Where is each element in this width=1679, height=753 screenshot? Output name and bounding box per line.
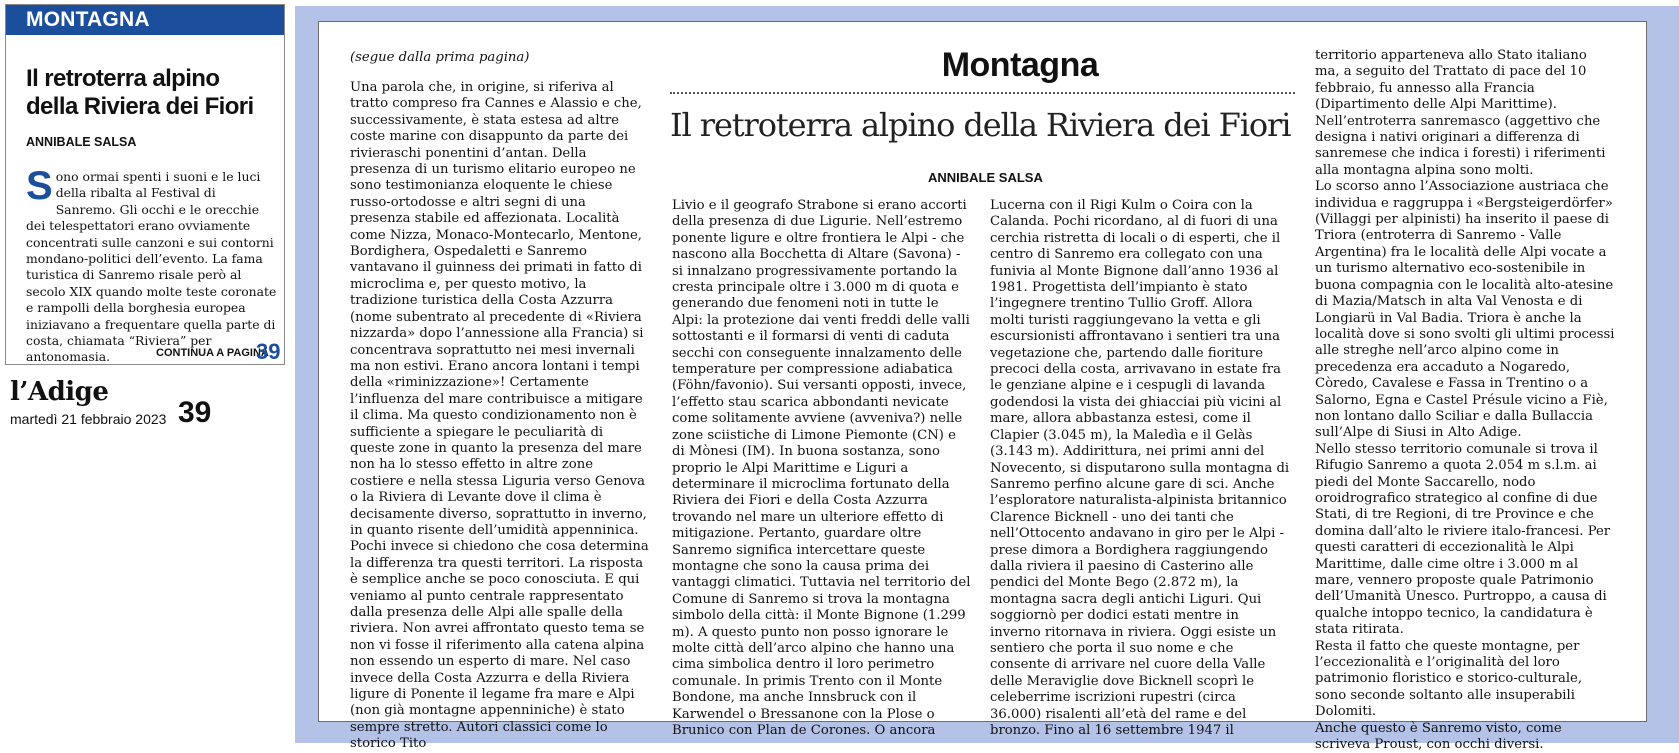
continue-page-number[interactable]: 39 (256, 339, 281, 364)
front-page-teaser (5, 4, 285, 365)
article-column-1: Una parola che, in origine, si riferiva al tratto compreso fra Cannes e Alassio e che, successivamente, è stata estesa ad altre coste marine con disappunto da parte dei rivieraschi ponentini d’antan. Della presenza di un turismo elitario europeo ne sono testimonianza eloquente le chiese russo-ortodosse e altri segni di una presenza stabile ed affezionata. Località come Nizza, Monaco-Montecarlo, Mentone, Bordighera, Ospedaletti e Sanremo vantavano il guinness dei primati in fatto di microclima e, per questo motivo, la tradizione turistica della Costa Azzurra (nome subentrato al precedente di «Riviera nizzarda» dopo l’annessione alla Francia) si concentrava soprattutto nei mesi invernali ma non estivi. Erano ancora lontani i tempi della «riminizzazione»! Certamente l’influenza del mare contribuisce a mitigare il clima. Ma questo condizionamento non è sufficiente a spiegare le peculiarità di queste zone in quanto la presenza del mare non ha lo stesso effetto in altre zone costiere e nella stessa Liguria verso Genova o la Riviera di Levante dove il clima è decisamente diverso, soprattutto in inverno, in quanto risente dell’umidità appenninica. Pochi invece si chiedono che cosa determina la differenza tra questi territori. La risposta è semplice anche se poco conosciuta. E qui veniamo al punto centrale rappresentato dalla presenza delle Alpi alle spalle della riviera. Non avrei affrontato questo tema se non vi fosse il riferimento alla catena alpina non essendo un esperto di mare. Nel caso invece della Costa Azzurra e della Riviera ligure di Ponente il legame fra mare e Alpi (non già montagne appenniniche) è stato sempre stretto. Autori classici come lo storico Tito (350, 80, 649, 752)
article-column-2: Livio e il geografo Strabone si erano accorti della presenza di due Ligurie. Nell’estremo ponente ligure e oltre frontiera le Alpi - che nascono alla Bocchetta di Altare (Savona) - si innalzano progressivamente portando la cresta principale oltre i 3.000 m di quota e generando due fenomeni noti in tutte le Alpi: la protezione dai venti freddi delle valli sottostanti e il formarsi di venti di caduta secchi con conseguente innalzamento delle temperature per compressione adiabatica (Föhn/favonio). Sui versanti opposti, invece, l’effetto stau scarica abbondanti nevicate come solitamente avviene (avveniva?) nelle zone sciistiche di Limone Piemonte (CN) e di Mònesi (IM). In buona sostanza, sono proprio le Alpi Marittime e Liguri a determinare il microclima fortunato della Riviera dei Fiori e della Costa Azzurra trovando nel mare un ulteriore effetto di mitigazione. Pertanto, guardare oltre Sanremo significa intercettare queste montagne che sono la causa prima dei vantaggi climatici. Tuttavia nel territorio del Comune di Sanremo si trova la montagna simbolo della città: il Monte Bignone (1.299 m). A questo punto non posso ignorare le molte città dell’arco alpino che hanno una cima simbolica dentro il loro perimetro comunale. In primis Trento con il Monte Bondone, ma anche Innsbruck con il Karwendel o Bressanone con la Plose o Brunico con Plan de Corones. O ancora (672, 198, 971, 738)
teaser-body (26, 164, 281, 366)
paragraph: Anche questo è Sanremo visto, come scriveva Proust, con occhi diversi. (1315, 720, 1562, 753)
paragraph: Lo scorso anno l’Associazione austriaca che individua e raggruppa i «Bergsteigerdörfer» (Villaggi per alpinisti) ha inserito il paese di Triora (entroterra di Sanremo - Valle Argentina) fra le località delle Alpi vocate a un turismo alternativo eco-sostenibile in buona compagnia con le località alto-atesine di Mazia/Matsch in alta Val Venosta e di Longiarü in Val Badia. Triora è anche la località dove si sono svolti gli ultimi processi alle streghe nell’arco alpino come in precedenza era accaduto a Nogaredo, Còredo, Cavalese e Fassa in Trentino o a Salorno, Egna e Castel Présule vicino a Fiè, non lontano dallo Sciliar e dalla Bullaccia sull’Alpe di Siusi in Alto Adige. (1315, 179, 1615, 441)
drop-cap: S (26, 164, 53, 208)
dotted-divider (670, 92, 1295, 94)
continue-label[interactable]: CONTINUA A PAGINA (156, 347, 269, 359)
article-headline: Il retroterra alpino della Riviera dei Fiori (670, 106, 1291, 144)
continuation-note: (segue dalla prima pagina) (350, 50, 530, 65)
paragraph: territorio apparteneva allo Stato italiano ma, a seguito del Trattato di pace del 10 febbraio, fu annesso alla Francia (Dipartimento delle Alpi Marittime). (1315, 48, 1587, 113)
teaser-title[interactable]: Il retroterra alpino della Riviera dei Fiori (26, 65, 254, 120)
paragraph: Nell’entroterra sanremasco (aggettivo che designa i nativi originari a differenza di sanremese che indica i foresti) i riferimenti alla montagna alpina sono molti. (1315, 113, 1606, 178)
paragraph: Resta il fatto che queste montagne, per l’eccezionalità e l’originalità del loro patrimonio floristico e storico-culturale, sono seconde soltanto alle insuperabili Dolomiti. (1315, 638, 1583, 720)
article-byline: ANNIBALE SALSA (928, 170, 1043, 185)
article-kicker: Montagna (941, 46, 1099, 84)
article-column-3: Lucerna con il Rigi Kulm o Coira con la Calanda. Pochi ricordano, al di fuori di una cerchia ristretta di locali o di esperti, che il centro di Sanremo era collegato con una funivia al Monte Bignone dall’anno 1936 al 1981. Progettista dell’impianto è stato l’ingegnere trentino Tullio Groff. Allora molti turisti raggiungevano la vetta e gli escursionisti affrontavano i sentieri tra una vegetazione che, partendo dalle fioriture precoci della costa, arrivavano in estate fra le genziane alpine e i cespugli di lavanda godendosi la vista dei ghiacciai più vicini al mare, allora abbastanza estesi, come il Clapier (3.045 m), la Maledìa e il Gelàs (3.143 m). Addirittura, nei primi anni del Novecento, si disputarono sulla montagna di Sanremo perfino alcune gare di sci. Anche l’esploratore naturalista-alpinista britannico Clarence Bicknell - uno dei tanti che nell’Ottocento andavano in giro per le Alpi - prese dimora a Bordighera raggiungendo dalla riviera il paesino di Casterino alle pendici del Monte Bego (2.872 m), la montagna sacra degli antichi Liguri. Qui soggiornò per dodici estati mentre in inverno ritornava in riviera. Oggi esiste un sentiero che porta il suo nome e che consente di arrivare nel cuore della Valle delle Meraviglie dove Bicknell scoprì le celeberrime iscrizioni rupestri (circa 36.000) risalenti all’età del rame e del bronzo. Fino al 16 settembre 1947 il (990, 198, 1290, 738)
teaser-text: ono ormai spenti i suoni e le luci della ribalta al Festival di Sanremo. Gli occhi e le orecchie dei telespettatori erano ovviamente concentrati sulle canzoni e sui contorni mondano-politici dell’evento. La fama turistica di Sanremo risale però al secolo XIX quando molte teste coronate e rampolli della borghesia europea iniziavano a frequentare quella parte di costa, chiamata “Riviera” per antonomasia. (26, 169, 277, 365)
article-column-4 (1315, 48, 1615, 753)
section-label: MONTAGNA (6, 5, 284, 35)
paragraph: Nello stesso territorio comunale si trova il Rifugio Sanremo a quota 2.054 m s.l.m. ai piedi del Monte Saccarello, nodo oroidrografico strategico al confine di due Stati, di tre Regioni, di tre Province e che domina dall’alto le riviere italo-francesi. Per questi caratteri di eccezionalità le Alpi Marittime, dalle cime oltre i 3.000 m al mare, vennero proposte quale Patrimonio dell’Umanità Unesco. Purtroppo, a causa di qualche intoppo tecnico, la candidatura è stata ritirata. (1315, 441, 1611, 638)
teaser-author: ANNIBALE SALSA (26, 135, 137, 149)
publication-date: martedì 21 febbraio 2023 (10, 411, 167, 427)
page-number: 39 (178, 396, 212, 429)
newspaper-masthead: l’Adige (10, 377, 109, 407)
